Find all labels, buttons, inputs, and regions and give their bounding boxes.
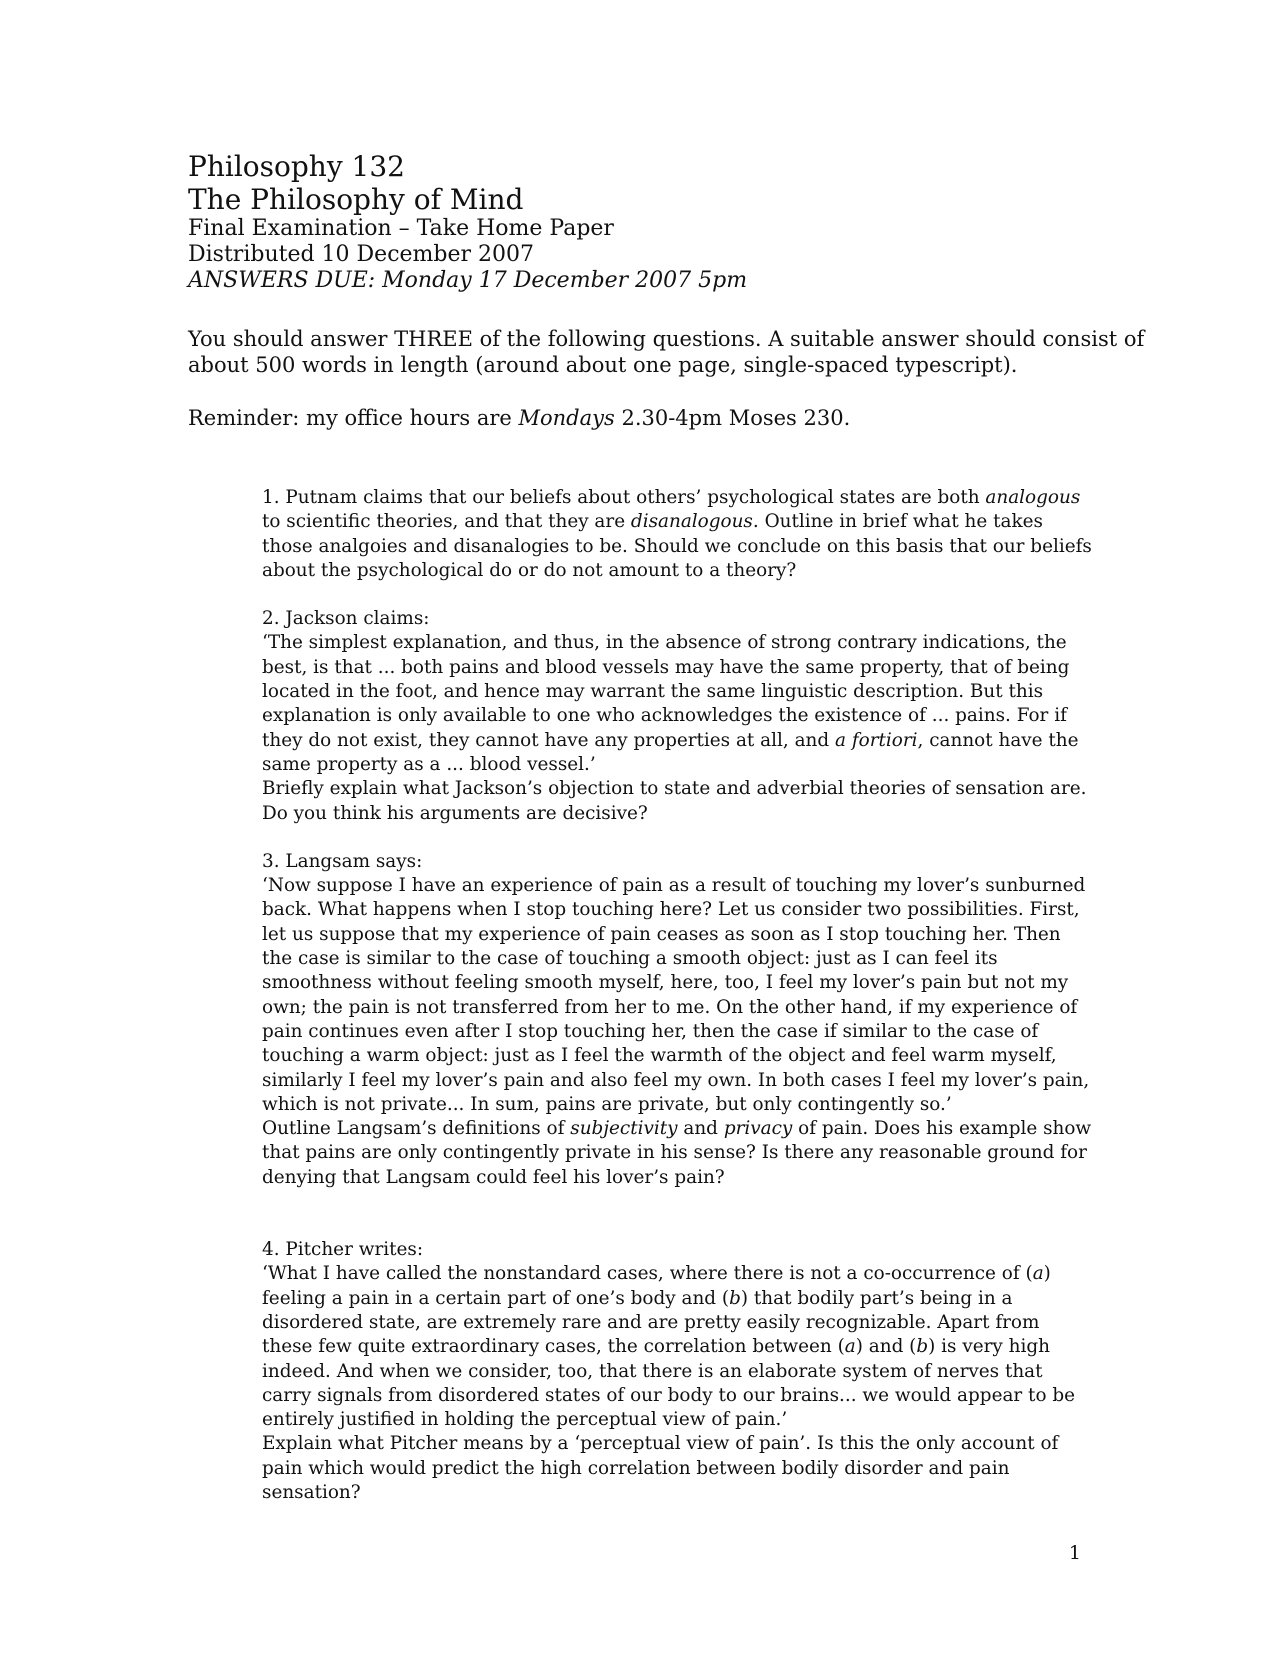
question-2-quote [262,631,1092,777]
question-4 [262,1238,1092,1505]
question-1-text [262,486,1092,583]
question-3-heading: 3. Langsam says: [262,850,423,872]
q3-emphasis-subjectivity: subjectivity [570,1118,678,1140]
q2-quote-a: ‘The simplest explanation, and thus, in the absence of strong contrary indications, the best, is that ... both pains and blood vessels may have the same property, that of being located in the foot, and hence may warrant the same linguistic description. But this explanation is only available to one who acknowledges the existence of ... pains. For if they do not exist, they cannot have any properties at all, and [262,632,1070,751]
q3-task-c: of pain. Does his example show that pains are only contingently private in his sense? Is there any reasonable ground for denying that Langsam could feel his lover’s pain? [262,1118,1092,1188]
reminder-day: Mondays [518,406,615,430]
q1-text-a: 1. Putnam claims that our beliefs about others’ psychological states are both [262,487,986,508]
question-4-quote [262,1262,1092,1432]
question-2-heading: 2. Jackson claims: [262,608,430,630]
question-3-task [262,1117,1092,1190]
instructions [188,326,1148,431]
exam-type: Final Examination – Take Home Paper [188,216,614,241]
question-4-heading: 4. Pitcher writes: [262,1239,424,1261]
office-hours-reminder [188,405,1148,431]
q1-emphasis-disanalogous: disanalogous [630,511,753,533]
reminder-prefix: Reminder: my office hours are [188,406,519,430]
course-number: Philosophy 132 [188,150,405,183]
q4-emphasis-b1: b [729,1287,741,1309]
question-list [262,486,1092,1529]
page-number: 1 [1068,1542,1081,1564]
question-3 [262,850,1092,1190]
course-title: The Philosophy of Mind [188,183,524,216]
q4-quote-a: ‘What I have called the nonstandard cases, where there is not a co-occurrence of ( [262,1263,1033,1285]
question-2 [262,607,1092,826]
question-2-task: Briefly explain what Jackson’s objection to state and adverbial theories of sensation are. Do you think his arguments are decisive? [262,778,1087,824]
q4-quote-d: ) and ( [855,1336,917,1358]
q4-emphasis-a1: a [1032,1263,1044,1285]
q4-emphasis-a2: a [844,1336,856,1358]
exam-header [188,150,1148,294]
q3-task-b: and [677,1118,724,1140]
q1-text-c: . Outline in brief what he takes those analgoies and disanalogies to be. Should we conclude on this basis that our beliefs about the psychological do or do not amount to a theory? [262,511,1092,581]
q1-text-b: to scientific theories, and that they are [262,511,631,533]
instructions-text: You should answer THREE of the following questions. A suitable answer should consist of about 500 words in length (around about one page, single-spaced typescript). [188,327,1145,377]
q1-emphasis-analogous: analogous [985,487,1081,508]
q3-emphasis-privacy: privacy [723,1118,793,1140]
q4-quote-b: ) feeling a pain in a certain part of one’s body and ( [262,1263,1051,1309]
q4-quote-c: ) that bodily part’s being in a disordered state, are extremely rare and are pretty easily recognizable. Apart from these few quite extraordinary cases, the correlation between ( [262,1287,1040,1358]
question-3-quote: ‘Now suppose I have an experience of pain as a result of touching my lover’s sunburned back. What happens when I stop touching here? Let us consider two possibilities. First, let us suppose that my experience of pain ceases as soon as I stop touching her. Then the case is similar to the case of touching a smooth object: just as I can feel its smoothness without feeling smooth myself, here, too, I feel my lover’s pain but not my own; the pain is not transferred from her to me. On the other hand, if my experience of pain continues even after I stop touching her, then the case if similar to the case of touching a warm object: just as I feel the warmth of the object and feel warm myself, similarly I feel my lover’s pain and also feel my own. In both cases I feel my lover’s pain, which is not private... In sum, pains are private, but only contingently so.’ [262,875,1090,1115]
reminder-suffix: 2.30-4pm Moses 230. [614,406,851,430]
q2-quote-b: , cannot have the same property as a ... blood vessel.’ [262,729,1079,775]
q4-quote-e: ) is very high indeed. And when we consider, too, that there is an elaborate system of nerves that carry signals from disordered states of our body to our brains... we would appear to be entirely justified in holding the perceptual view of pain.’ [262,1336,1076,1431]
q4-emphasis-b2: b [916,1336,929,1358]
due-date: ANSWERS DUE: Monday 17 December 2007 5pm [188,268,748,293]
q2-emphasis-a-fortiori: a fortiori [835,729,918,751]
q3-task-a: Outline Langsam’s definitions of [262,1118,571,1140]
question-4-task: Explain what Pitcher means by a ‘perceptual view of pain’. Is this the only account of pain which would predict the high correlation between bodily disorder and pain sensation? [262,1433,1059,1503]
distribution-date: Distributed 10 December 2007 [188,242,534,267]
question-1 [262,486,1092,583]
